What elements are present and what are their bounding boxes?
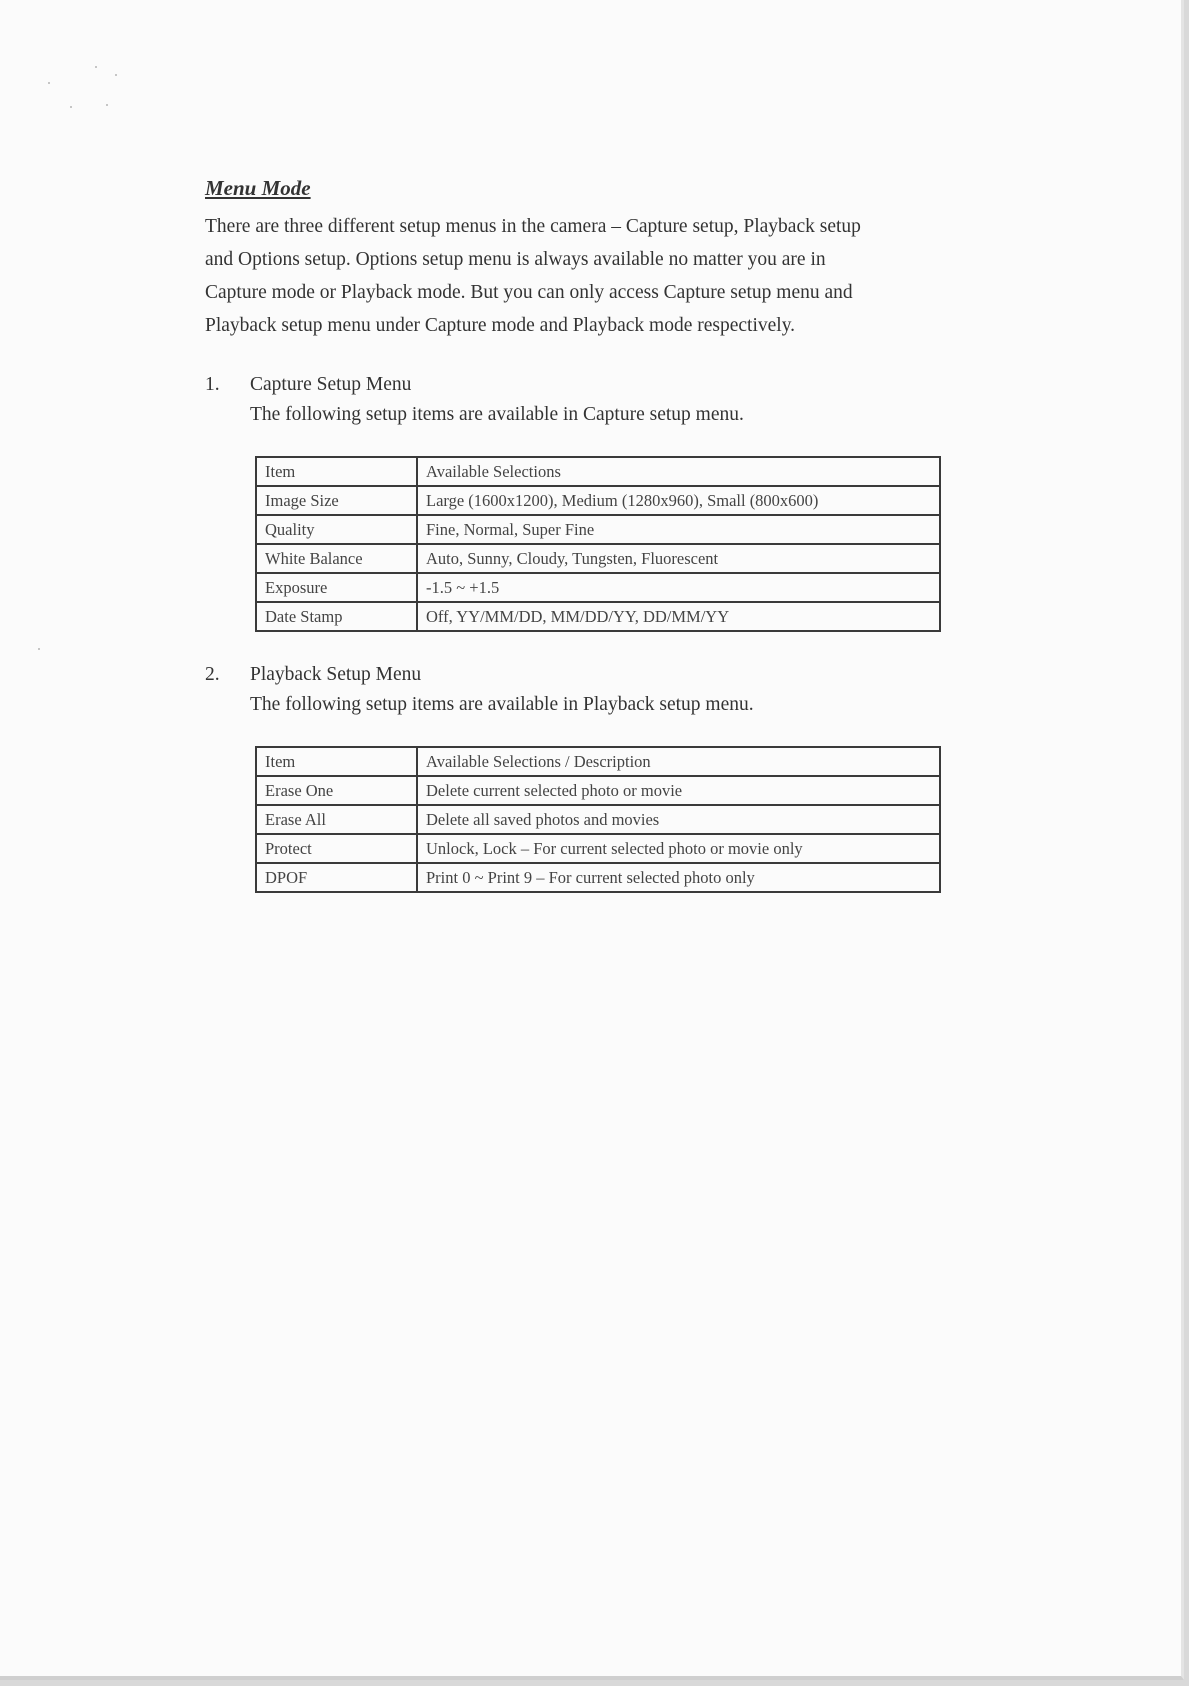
scan-speck: [115, 74, 117, 76]
intro-line: Playback setup menu under Capture mode and Playback mode respectively.: [205, 315, 796, 336]
table-row: [256, 602, 940, 631]
intro-line: There are three different setup menus in the camera – Capture setup, Playback setup: [205, 216, 861, 237]
table-header-cell: Item: [256, 457, 417, 486]
document-body: [205, 175, 965, 893]
table-row: [256, 834, 940, 863]
playback-setup-section: [205, 660, 965, 893]
section-description: The following setup items are available in Playback setup menu.: [250, 694, 754, 715]
table-cell-selection: Delete all saved photos and movies: [417, 805, 940, 834]
table-cell-item: Exposure: [256, 573, 417, 602]
scan-speck: [38, 648, 40, 650]
section-description: The following setup items are available in Capture setup menu.: [250, 404, 744, 425]
table-cell-item: White Balance: [256, 544, 417, 573]
table-cell-item: Image Size: [256, 486, 417, 515]
table-row: [256, 544, 940, 573]
table-cell-selection: Delete current selected photo or movie: [417, 776, 940, 805]
intro-line: and Options setup. Options setup menu is always available no matter you are in: [205, 249, 826, 270]
table-row: [256, 573, 940, 602]
table-header-row: [256, 747, 940, 776]
playback-setup-table: [255, 746, 941, 893]
scan-speck: [95, 66, 97, 68]
section-title-text: Playback Setup Menu: [250, 664, 422, 685]
table-cell-selection: Fine, Normal, Super Fine: [417, 515, 940, 544]
table-cell-selection: Auto, Sunny, Cloudy, Tungsten, Fluorescent: [417, 544, 940, 573]
table-header-cell: Available Selections: [417, 457, 940, 486]
table-cell-selection: Print 0 ~ Print 9 – For current selected photo only: [417, 863, 940, 892]
section-number: 1.: [205, 374, 220, 395]
table-cell-selection: Unlock, Lock – For current selected photo or movie only: [417, 834, 940, 863]
scan-speck: [106, 104, 108, 106]
table-cell-selection: -1.5 ~ +1.5: [417, 573, 940, 602]
section-number: 2.: [205, 664, 220, 685]
table-row: [256, 776, 940, 805]
scan-speck: [70, 106, 72, 108]
intro-line: Capture mode or Playback mode. But you can only access Capture setup menu and: [205, 282, 853, 303]
table-cell-item: Date Stamp: [256, 602, 417, 631]
table-cell-item: DPOF: [256, 863, 417, 892]
table-cell-item: Erase One: [256, 776, 417, 805]
capture-setup-title: [205, 370, 965, 400]
table-header-cell: Available Selections / Description: [417, 747, 940, 776]
table-row: [256, 486, 940, 515]
table-header-cell: Item: [256, 747, 417, 776]
intro-paragraph: [205, 210, 965, 342]
section-title-text: Capture Setup Menu: [250, 374, 412, 395]
table-cell-selection: Off, YY/MM/DD, MM/DD/YY, DD/MM/YY: [417, 602, 940, 631]
table-cell-selection: Large (1600x1200), Medium (1280x960), Small (800x600): [417, 486, 940, 515]
table-cell-item: Quality: [256, 515, 417, 544]
section-heading: Menu Mode: [205, 176, 311, 200]
table-row: [256, 863, 940, 892]
table-cell-item: Erase All: [256, 805, 417, 834]
capture-setup-table: [255, 456, 941, 632]
scan-speck: [48, 82, 50, 84]
capture-setup-section: [205, 370, 965, 632]
table-cell-item: Protect: [256, 834, 417, 863]
playback-setup-title: [205, 660, 965, 690]
table-header-row: [256, 457, 940, 486]
table-row: [256, 515, 940, 544]
table-row: [256, 805, 940, 834]
